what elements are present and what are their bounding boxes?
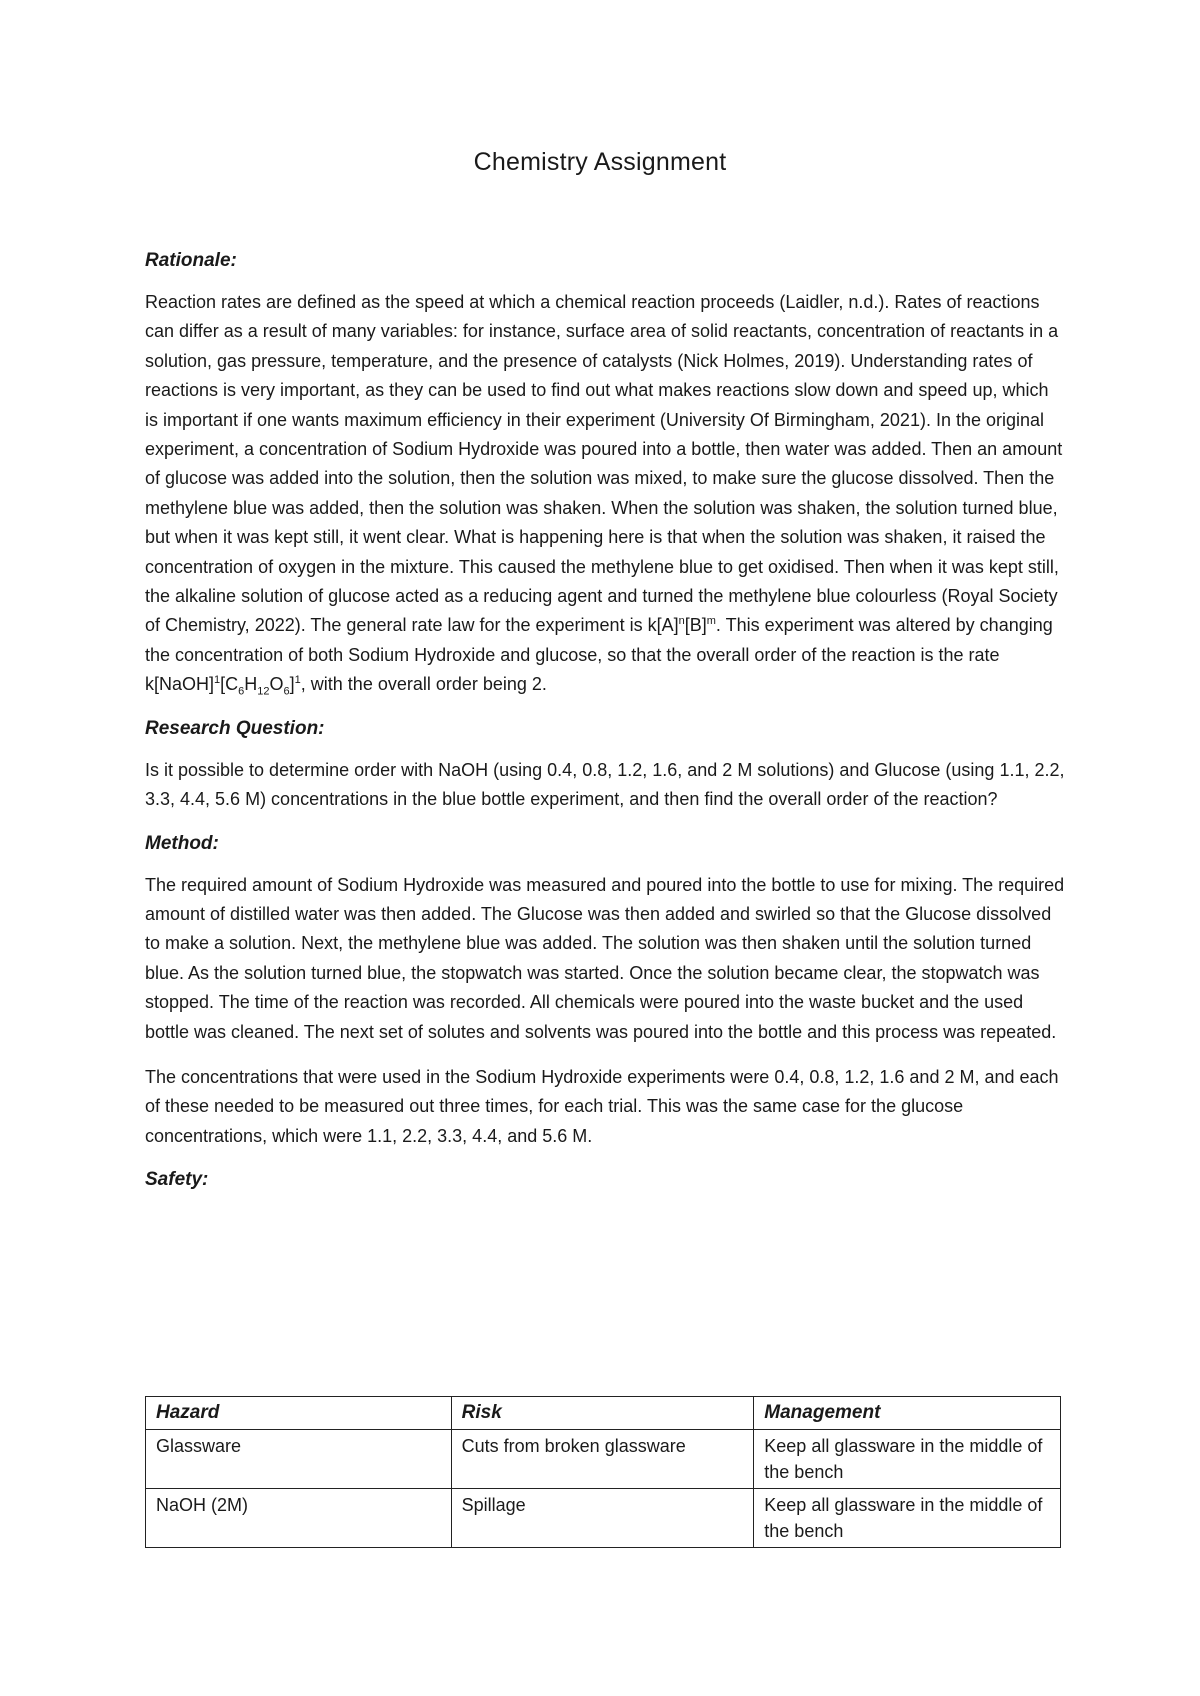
rate-law-exponent-m: m <box>706 615 716 628</box>
research-question-heading: Research Question: <box>145 717 325 739</box>
document-body <box>145 248 1065 1207</box>
oxygen-symbol: O <box>269 674 284 695</box>
rationale-text: Reaction rates are defined as the speed at which a chemical reaction proceeds (Laidler, n.d.). Rates of reactions can differ as a result of many variables: for instance, surface area of solid reactants, concentration of reactants in a solution, gas pressure, temperature, and the presence of catalysts (Nick Holmes, 2019). Understanding rates of reactions is very important, as they can be used to find out what makes reactions slow down and speed up, which is important if one wants maximum efficiency in their experiment (University Of Birmingham, 2021). In the original experiment, a concentration of Sodium Hydroxide was poured into a bottle, then water was added. Then an amount of glucose was added into the solution, then the solution was mixed, to make sure the glucose dissolved. Then the methylene blue was added, then the solution was shaken. When the solution was shaken, the solution turned blue, but when it was kept still, it went clear. What is happening here is that when the solution was shaken, it raised the concentration of oxygen in the mixture. This caused the methylene blue to get oxidised. Then when it was kept still, the alkaline solution of glucose acted as a reducing agent and turned the methylene blue colourless (Royal Society of Chemistry, 2022). The general rate law for the experiment is k[A] <box>145 292 1063 636</box>
carbon-subscript: 6 <box>238 685 245 698</box>
document-title: Chemistry Assignment <box>473 148 727 176</box>
table-header-hazard: Hazard <box>146 1397 452 1430</box>
rationale-text-end: , with the overall order being 2. <box>300 674 547 695</box>
rate-law-b-term: [B] <box>684 615 707 636</box>
method-heading: Method: <box>145 832 219 854</box>
oxygen-subscript: 6 <box>283 685 290 698</box>
hydrogen-symbol: H <box>244 674 258 695</box>
safety-table <box>145 1396 1061 1548</box>
table-cell-hazard: NaOH (2M) <box>146 1489 452 1548</box>
rationale-text-continued: . This experiment was altered by changing the concentration of both Sodium Hydroxide and glucose, so that the overall order of the reaction is the rate k[NaOH] <box>145 615 1053 695</box>
table-cell-risk: Spillage <box>451 1489 754 1548</box>
table-header-management: Management <box>754 1397 1061 1430</box>
table-row <box>146 1489 1061 1548</box>
glucose-formula-close: ] <box>289 674 295 695</box>
naoh-order-exponent: 1 <box>214 674 221 687</box>
table-row <box>146 1430 1061 1489</box>
rationale-heading: Rationale: <box>145 250 237 271</box>
table-cell-risk: Cuts from broken glassware <box>451 1430 754 1489</box>
safety-table-container <box>145 1396 1061 1548</box>
rationale-paragraph <box>145 288 1065 700</box>
hydrogen-subscript: 12 <box>257 685 270 698</box>
glucose-order-exponent: 1 <box>294 674 301 687</box>
method-paragraph-1: The required amount of Sodium Hydroxide was measured and poured into the bottle to use for mixing. The required amount of distilled water was then added. The Glucose was then added and swirled so that the Glucose dissolved to make a solution. Next, the methylene blue was added. The solution was then shaken until the solution turned blue. As the solution turned blue, the stopwatch was started. Once the solution became clear, the stopwatch was stopped. The time of the reaction was recorded. All chemicals were poured into the waste bucket and the used bottle was cleaned. The next set of solutes and solvents was poured into the bottle and this process was repeated. <box>145 874 1065 1042</box>
glucose-formula-open: [C <box>220 674 239 695</box>
table-cell-management: Keep all glassware in the middle of the bench <box>754 1430 1061 1489</box>
method-paragraph-2: The concentrations that were used in the Sodium Hydroxide experiments were 0.4, 0.8, 1.2, 1.6 and 2 M, and each of these needed to be measured out three times, for each trial. This was the same case for the glucose concentrations, which were 1.1, 2.2, 3.3, 4.4, and 5.6 M. <box>145 1066 1059 1146</box>
table-header-row <box>146 1397 1061 1430</box>
table-cell-management: Keep all glassware in the middle of the bench <box>754 1489 1061 1548</box>
safety-heading: Safety: <box>145 1169 209 1191</box>
table-header-risk: Risk <box>451 1397 754 1430</box>
research-question-text: Is it possible to determine order with NaOH (using 0.4, 0.8, 1.2, 1.6, and 2 M solutions) and Glucose (using 1.1, 2.2, 3.3, 4.4, 5.6 M) concentrations in the blue bottle experiment, and then find the overall order of the reaction? <box>145 759 1065 810</box>
rate-law-exponent-n: n <box>678 615 685 628</box>
table-cell-hazard: Glassware <box>146 1430 452 1489</box>
